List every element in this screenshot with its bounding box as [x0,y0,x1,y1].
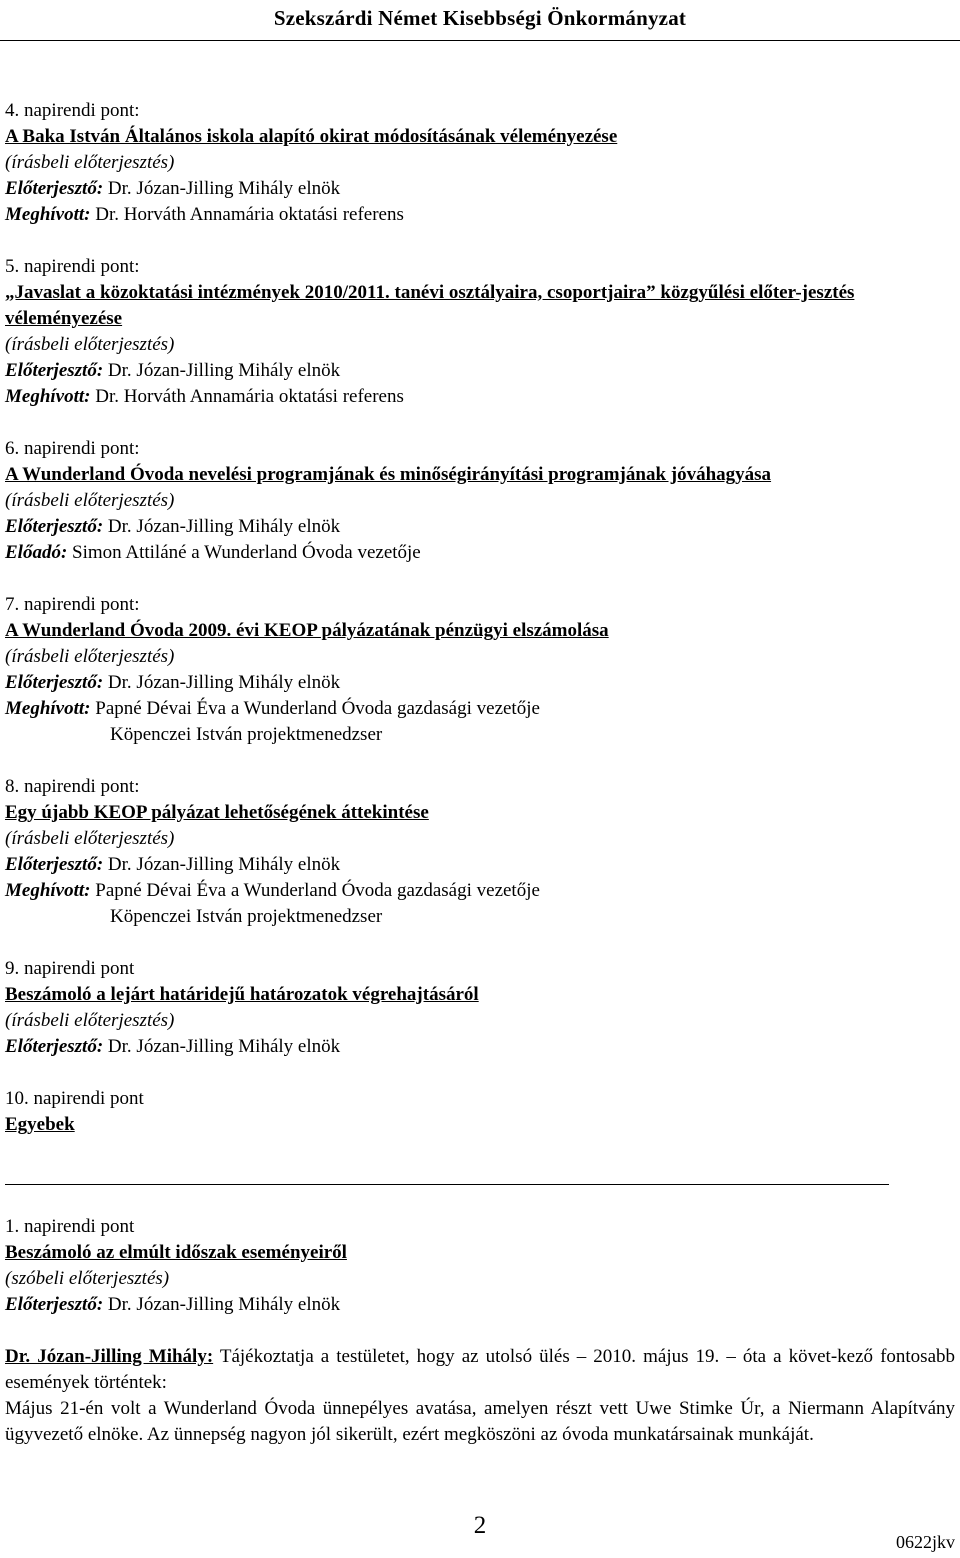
agenda-title: A Wunderland Óvoda 2009. évi KEOP pályázatának pénzügyi elszámolása [5,620,609,641]
page-number: 2 [473,1512,487,1539]
agenda-heading: 5. napirendi pont: [5,256,140,277]
invitee-second: Köpenczei István projektmenedzser [110,724,383,745]
agenda-title: Beszámoló a lejárt határidejű határozatok végrehajtásáról [5,984,479,1005]
agenda-heading: 10. napirendi pont [5,1088,144,1109]
invitee-line [5,384,955,410]
section-note: (szóbeli előterjesztés) [5,1268,170,1289]
agenda-item-8 [5,774,955,956]
presenter-label: Előterjesztő: [5,178,104,199]
paragraph-text: Tájékoztatja a testületet, hogy az utolsó ülés – 2010. május 19. – óta a követ-kező fontosabb események történtek: [5,1346,955,1393]
presenter-line [5,1292,955,1318]
presenter-label: Előterjesztő: [5,516,104,537]
agenda-note: (írásbeli előterjesztés) [5,152,175,173]
agenda-heading: 8. napirendi pont: [5,776,140,797]
agenda-title: A Baka István Általános iskola alapító okirat módosításának véleményezése [5,126,618,147]
agenda-heading: 6. napirendi pont: [5,438,140,459]
header-divider [0,40,960,41]
section-divider [5,1184,889,1185]
agenda-title: A Wunderland Óvoda nevelési programjának és minőségirányítási programjának jóváhagyása [5,464,772,485]
presenter-name: Dr. Józan-Jilling Mihály elnök [103,1036,341,1057]
speaker-name: Dr. Józan-Jilling Mihály: [5,1346,214,1367]
agenda-list [5,98,955,1138]
presenter-label: Előterjesztő: [5,1036,104,1057]
invitee-line [5,696,955,722]
presenter-name: Dr. Józan-Jilling Mihály elnök [103,360,341,381]
agenda-note: (írásbeli előterjesztés) [5,828,175,849]
agenda-note: (írásbeli előterjesztés) [5,334,175,355]
invitee-label: Meghívott: [5,880,91,901]
presenter-label: Előterjesztő: [5,854,104,875]
presenter-name: Dr. Józan-Jilling Mihály elnök [103,854,341,875]
presenter-line [5,176,955,202]
agenda-note: (írásbeli előterjesztés) [5,646,175,667]
agenda-heading: 4. napirendi pont: [5,100,140,121]
agenda-title: „Javaslat a közoktatási intézmények 2010/2011. tanévi osztályaira, csoportjaira” közgyűlési előter-jesztés véleményezése [5,282,855,329]
agenda-heading: 9. napirendi pont [5,958,135,979]
presenter-label: Előterjesztő: [5,672,104,693]
invitee-name: Dr. Horváth Annamária oktatási referens [90,386,404,407]
minutes-section [5,1214,955,1448]
presenter-label: Előterjesztő: [5,1294,104,1315]
invitee-label: Meghívott: [5,386,91,407]
presenter-line [5,1034,955,1060]
presenter-name: Dr. Józan-Jilling Mihály elnök [103,516,341,537]
agenda-item-5 [5,254,955,436]
presenter-line [5,358,955,384]
invitee-label: Meghívott: [5,698,91,719]
invitee-second: Köpenczei István projektmenedzser [110,906,383,927]
agenda-item-6 [5,436,955,592]
speaker-line [5,540,955,566]
speaker-label: Előadó: [5,542,68,563]
agenda-heading: 7. napirendi pont: [5,594,140,615]
invitee-name: Papné Dévai Éva a Wunderland Óvoda gazdasági vezetője [90,880,540,901]
document-code: 0622jkv [895,1532,955,1552]
agenda-item-9 [5,956,955,1086]
agenda-item-7 [5,592,955,774]
page-header-title: Szekszárdi Német Kisebbségi Önkormányzat [273,6,687,30]
agenda-title: Egy újabb KEOP pályázat lehetőségének áttekintése [5,802,429,823]
presenter-name: Dr. Józan-Jilling Mihály elnök [103,672,341,693]
section-title: Beszámoló az elmúlt időszak eseményeiről [5,1242,347,1263]
presenter-line [5,852,955,878]
agenda-item-4 [5,98,955,254]
minutes-paragraph-2: Május 21-én volt a Wunderland Óvoda ünnepélyes avatása, amelyen részt vett Uwe Stimke Úr, a Niermann Alapítvány ügyvezető elnöke. Az ünnepség nagyon jól sikerült, ezért megköszöni az óvoda munkatársainak munkáját. [5,1398,955,1445]
agenda-note: (írásbeli előterjesztés) [5,1010,175,1031]
presenter-name: Dr. Józan-Jilling Mihály elnök [103,1294,341,1315]
minutes-paragraph-1 [5,1344,955,1396]
presenter-label: Előterjesztő: [5,360,104,381]
invitee-line [5,202,955,228]
agenda-title: Egyebek [5,1114,75,1135]
invitee-name: Papné Dévai Éva a Wunderland Óvoda gazdasági vezetője [90,698,540,719]
presenter-name: Dr. Józan-Jilling Mihály elnök [103,178,341,199]
presenter-line [5,514,955,540]
agenda-item-10 [5,1086,955,1138]
section-heading: 1. napirendi pont [5,1216,135,1237]
presenter-line [5,670,955,696]
speaker-name: Simon Attiláné a Wunderland Óvoda vezetője [67,542,421,563]
invitee-label: Meghívott: [5,204,91,225]
invitee-name: Dr. Horváth Annamária oktatási referens [90,204,404,225]
invitee-line [5,878,955,904]
agenda-note: (írásbeli előterjesztés) [5,490,175,511]
